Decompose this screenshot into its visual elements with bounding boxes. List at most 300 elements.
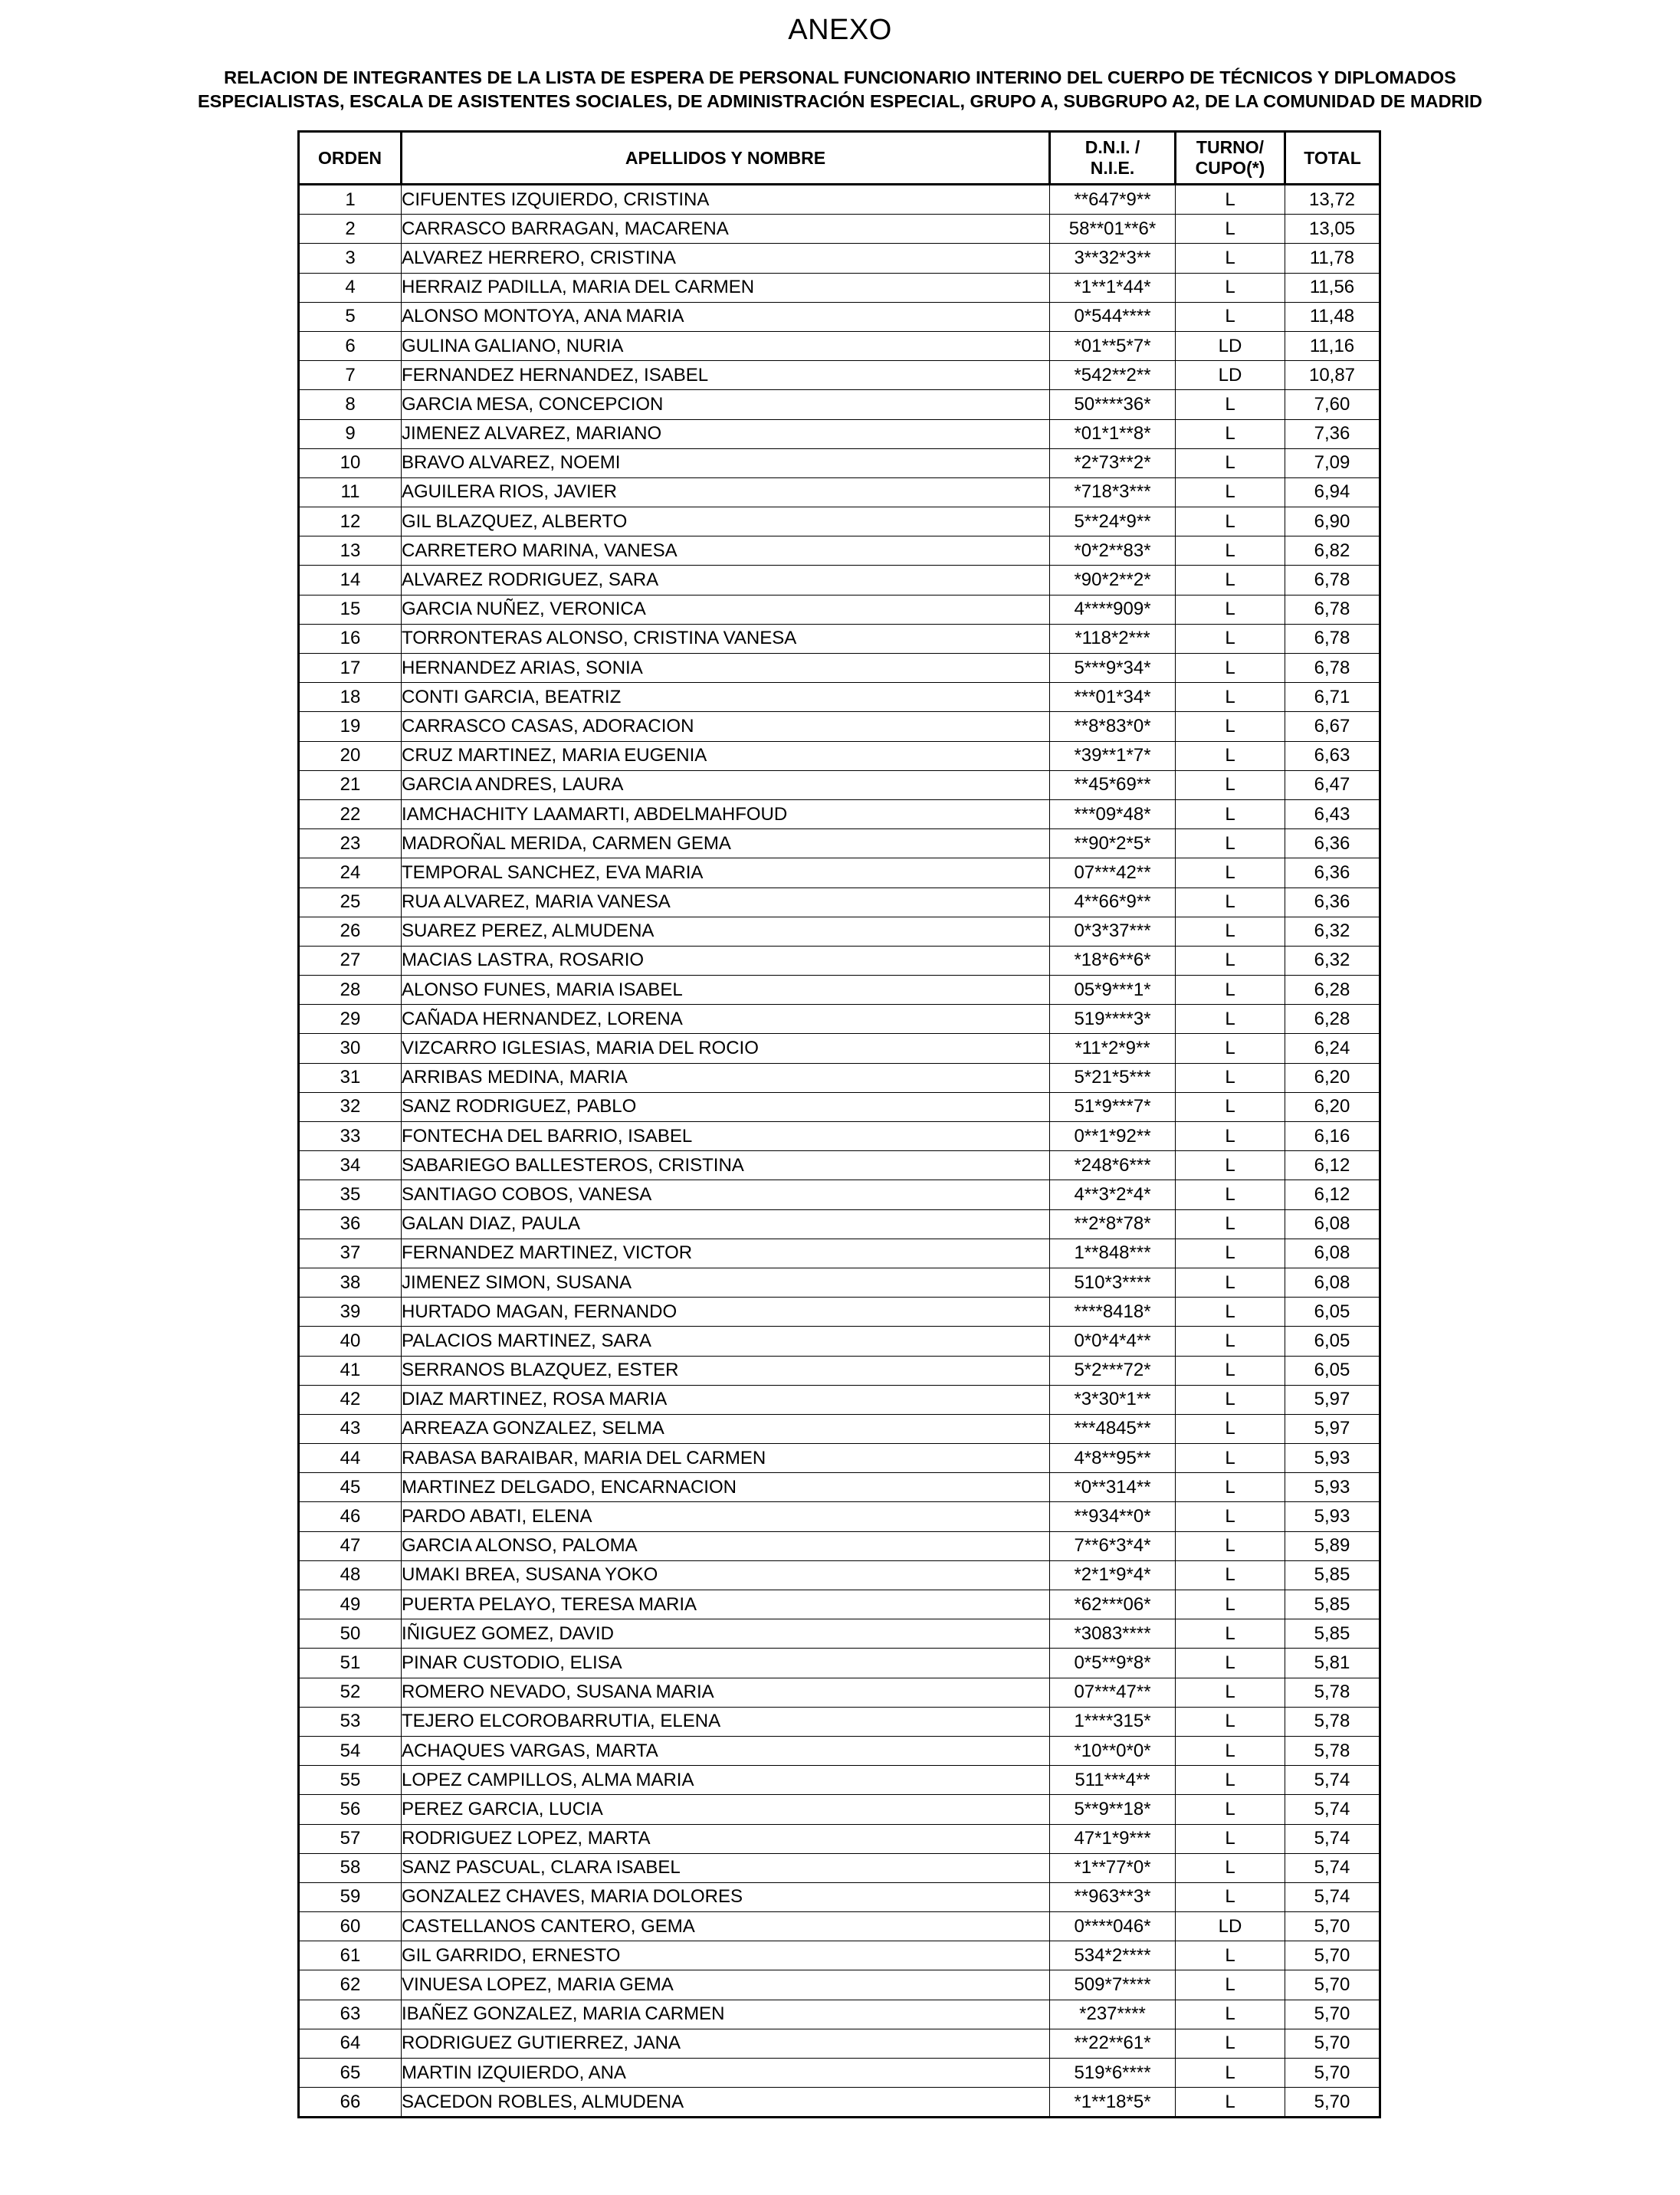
cell-turno: L — [1176, 1590, 1285, 1619]
cell-total: 6,05 — [1285, 1327, 1380, 1356]
cell-turno: L — [1176, 1444, 1285, 1473]
table-row — [299, 1970, 1380, 2000]
cell-turno: L — [1176, 654, 1285, 683]
cell-dni: 7**6*3*4* — [1050, 1531, 1176, 1560]
cell-dni: ***09*48* — [1050, 799, 1176, 828]
cell-orden: 47 — [299, 1531, 402, 1560]
cell-orden: 40 — [299, 1327, 402, 1356]
cell-name: GARCIA NUÑEZ, VERONICA — [402, 595, 1050, 624]
cell-orden: 30 — [299, 1034, 402, 1063]
cell-dni: 0*0*4*4** — [1050, 1327, 1176, 1356]
table-row — [299, 1824, 1380, 1853]
cell-name: MARTINEZ DELGADO, ENCARNACION — [402, 1473, 1050, 1502]
cell-total: 5,70 — [1285, 2029, 1380, 2058]
table-row — [299, 507, 1380, 536]
cell-dni: 519****3* — [1050, 1005, 1176, 1034]
cell-dni: *118*2*** — [1050, 624, 1176, 653]
table-row — [299, 741, 1380, 770]
cell-total: 6,43 — [1285, 799, 1380, 828]
cell-turno: L — [1176, 712, 1285, 741]
cell-total: 6,78 — [1285, 624, 1380, 653]
cell-dni: *1**18*5* — [1050, 2088, 1176, 2118]
cell-dni: 0*544**** — [1050, 302, 1176, 331]
column-header-turno-line2: CUPO(*) — [1195, 158, 1265, 178]
cell-name: TORRONTERAS ALONSO, CRISTINA VANESA — [402, 624, 1050, 653]
cell-orden: 31 — [299, 1063, 402, 1092]
cell-name: HERRAIZ PADILLA, MARIA DEL CARMEN — [402, 273, 1050, 302]
cell-turno: L — [1176, 1531, 1285, 1560]
cell-turno: L — [1176, 858, 1285, 888]
cell-turno: L — [1176, 185, 1285, 215]
table-row — [299, 1092, 1380, 1121]
cell-turno: L — [1176, 1005, 1285, 1034]
cell-orden: 16 — [299, 624, 402, 653]
cell-total: 6,67 — [1285, 712, 1380, 741]
cell-turno: L — [1176, 741, 1285, 770]
cell-orden: 56 — [299, 1795, 402, 1824]
cell-total: 5,70 — [1285, 1970, 1380, 2000]
cell-dni: **647*9** — [1050, 185, 1176, 215]
table-row — [299, 683, 1380, 712]
cell-total: 13,72 — [1285, 185, 1380, 215]
cell-dni: *0**314** — [1050, 1473, 1176, 1502]
cell-dni: *01*1**8* — [1050, 419, 1176, 448]
cell-turno: L — [1176, 302, 1285, 331]
table-row — [299, 1882, 1380, 1911]
cell-turno: L — [1176, 1298, 1285, 1327]
cell-orden: 23 — [299, 829, 402, 858]
cell-name: CASTELLANOS CANTERO, GEMA — [402, 1912, 1050, 1941]
cell-total: 6,20 — [1285, 1063, 1380, 1092]
cell-orden: 38 — [299, 1268, 402, 1297]
cell-orden: 15 — [299, 595, 402, 624]
cell-orden: 63 — [299, 2000, 402, 2029]
cell-name: ALVAREZ RODRIGUEZ, SARA — [402, 566, 1050, 595]
cell-name: ALVAREZ HERRERO, CRISTINA — [402, 244, 1050, 273]
cell-name: SERRANOS BLAZQUEZ, ESTER — [402, 1356, 1050, 1385]
cell-dni: 47*1*9*** — [1050, 1824, 1176, 1853]
cell-name: HERNANDEZ ARIAS, SONIA — [402, 654, 1050, 683]
cell-name: HURTADO MAGAN, FERNANDO — [402, 1298, 1050, 1327]
cell-turno: L — [1176, 1560, 1285, 1590]
cell-name: ROMERO NEVADO, SUSANA MARIA — [402, 1678, 1050, 1707]
cell-total: 6,36 — [1285, 829, 1380, 858]
cell-turno: L — [1176, 419, 1285, 448]
cell-orden: 59 — [299, 1882, 402, 1911]
cell-total: 5,93 — [1285, 1473, 1380, 1502]
cell-orden: 60 — [299, 1912, 402, 1941]
cell-orden: 1 — [299, 185, 402, 215]
cell-name: JIMENEZ SIMON, SUSANA — [402, 1268, 1050, 1297]
cell-name: PARDO ABATI, ELENA — [402, 1502, 1050, 1531]
cell-dni: 58**01**6* — [1050, 215, 1176, 244]
page-title: ANEXO — [788, 14, 892, 46]
cell-dni: *2*73**2* — [1050, 448, 1176, 477]
column-header-dni-line1: D.N.I. / — [1084, 137, 1140, 157]
cell-total: 5,93 — [1285, 1502, 1380, 1531]
cell-name: SANZ RODRIGUEZ, PABLO — [402, 1092, 1050, 1121]
cell-orden: 8 — [299, 390, 402, 419]
cell-turno: L — [1176, 976, 1285, 1005]
cell-turno: L — [1176, 1209, 1285, 1239]
cell-name: SANTIAGO COBOS, VANESA — [402, 1180, 1050, 1209]
cell-dni: **90*2*5* — [1050, 829, 1176, 858]
cell-dni: *3083**** — [1050, 1619, 1176, 1649]
table-row — [299, 1678, 1380, 1707]
cell-orden: 44 — [299, 1444, 402, 1473]
cell-total: 6,05 — [1285, 1356, 1380, 1385]
cell-dni: 1**848*** — [1050, 1239, 1176, 1268]
cell-orden: 35 — [299, 1180, 402, 1209]
cell-turno: L — [1176, 1473, 1285, 1502]
cell-name: MADROÑAL MERIDA, CARMEN GEMA — [402, 829, 1050, 858]
cell-orden: 66 — [299, 2088, 402, 2118]
cell-turno: L — [1176, 1239, 1285, 1268]
cell-name: IÑIGUEZ GOMEZ, DAVID — [402, 1619, 1050, 1649]
cell-dni: 510*3**** — [1050, 1268, 1176, 1297]
cell-name: GARCIA ANDRES, LAURA — [402, 770, 1050, 799]
cell-turno: L — [1176, 1151, 1285, 1180]
cell-name: MACIAS LASTRA, ROSARIO — [402, 946, 1050, 975]
cell-dni: *1**77*0* — [1050, 1853, 1176, 1882]
cell-turno: L — [1176, 799, 1285, 828]
cell-total: 5,78 — [1285, 1707, 1380, 1736]
table-row — [299, 1063, 1380, 1092]
table-row — [299, 829, 1380, 858]
cell-turno: LD — [1176, 331, 1285, 360]
cell-name: GONZALEZ CHAVES, MARIA DOLORES — [402, 1882, 1050, 1911]
cell-turno: LD — [1176, 1912, 1285, 1941]
cell-dni: **934**0* — [1050, 1502, 1176, 1531]
cell-name: SANZ PASCUAL, CLARA ISABEL — [402, 1853, 1050, 1882]
cell-name: CAÑADA HERNANDEZ, LORENA — [402, 1005, 1050, 1034]
cell-dni: **45*69** — [1050, 770, 1176, 799]
cell-orden: 20 — [299, 741, 402, 770]
cell-dni: ***01*34* — [1050, 683, 1176, 712]
cell-turno: L — [1176, 1356, 1285, 1385]
cell-total: 6,82 — [1285, 536, 1380, 566]
cell-orden: 12 — [299, 507, 402, 536]
cell-orden: 41 — [299, 1356, 402, 1385]
cell-dni: *1**1*44* — [1050, 273, 1176, 302]
table-row — [299, 654, 1380, 683]
cell-dni: **8*83*0* — [1050, 712, 1176, 741]
cell-total: 5,81 — [1285, 1649, 1380, 1678]
table-row — [299, 946, 1380, 975]
cell-turno: L — [1176, 1268, 1285, 1297]
cell-turno: L — [1176, 1736, 1285, 1765]
cell-total: 6,28 — [1285, 976, 1380, 1005]
cell-name: CIFUENTES IZQUIERDO, CRISTINA — [402, 185, 1050, 215]
cell-turno: L — [1176, 390, 1285, 419]
table-row — [299, 1941, 1380, 1970]
cell-orden: 61 — [299, 1941, 402, 1970]
cell-dni: 4*8**95** — [1050, 1444, 1176, 1473]
cell-total: 5,74 — [1285, 1853, 1380, 1882]
cell-orden: 13 — [299, 536, 402, 566]
cell-total: 6,12 — [1285, 1151, 1380, 1180]
cell-turno: L — [1176, 1649, 1285, 1678]
cell-total: 11,48 — [1285, 302, 1380, 331]
table-row — [299, 1736, 1380, 1765]
table-row — [299, 1209, 1380, 1239]
cell-dni: *01**5*7* — [1050, 331, 1176, 360]
cell-total: 6,05 — [1285, 1298, 1380, 1327]
cell-dni: *62***06* — [1050, 1590, 1176, 1619]
cell-dni: *542**2** — [1050, 361, 1176, 390]
cell-dni: *237**** — [1050, 2000, 1176, 2029]
table-row — [299, 595, 1380, 624]
cell-name: IAMCHACHITY LAAMARTI, ABDELMAHFOUD — [402, 799, 1050, 828]
subtitle-line-2: ESPECIALISTAS, ESCALA DE ASISTENTES SOCIALES, DE ADMINISTRACIÓN ESPECIAL, GRUPO A, SUBGRUPO A2, DE LA COMUNIDAD DE MADRID — [197, 91, 1483, 111]
cell-dni: *718*3*** — [1050, 477, 1176, 507]
cell-name: GARCIA MESA, CONCEPCION — [402, 390, 1050, 419]
cell-orden: 19 — [299, 712, 402, 741]
cell-total: 7,36 — [1285, 419, 1380, 448]
cell-name: TEMPORAL SANCHEZ, EVA MARIA — [402, 858, 1050, 888]
cell-orden: 43 — [299, 1414, 402, 1443]
cell-name: ACHAQUES VARGAS, MARTA — [402, 1736, 1050, 1765]
cell-dni: *3*30*1** — [1050, 1385, 1176, 1414]
cell-total: 6,94 — [1285, 477, 1380, 507]
table-row — [299, 2029, 1380, 2058]
cell-turno: L — [1176, 829, 1285, 858]
table-row — [299, 448, 1380, 477]
cell-turno: L — [1176, 1795, 1285, 1824]
cell-dni: 50****36* — [1050, 390, 1176, 419]
cell-name: JIMENEZ ALVAREZ, MARIANO — [402, 419, 1050, 448]
cell-total: 6,36 — [1285, 858, 1380, 888]
cell-dni: 0**1*92** — [1050, 1122, 1176, 1151]
table-row — [299, 2000, 1380, 2029]
cell-orden: 28 — [299, 976, 402, 1005]
table-row — [299, 1151, 1380, 1180]
table-row — [299, 331, 1380, 360]
cell-turno: L — [1176, 1327, 1285, 1356]
cell-turno: L — [1176, 2000, 1285, 2029]
cell-dni: 5***9*34* — [1050, 654, 1176, 683]
cell-turno: L — [1176, 2059, 1285, 2088]
cell-name: PEREZ GARCIA, LUCIA — [402, 1795, 1050, 1824]
table-row — [299, 624, 1380, 653]
cell-total: 5,70 — [1285, 2088, 1380, 2118]
cell-turno: L — [1176, 2029, 1285, 2058]
cell-name: FERNANDEZ MARTINEZ, VICTOR — [402, 1239, 1050, 1268]
cell-total: 5,74 — [1285, 1882, 1380, 1911]
cell-name: GARCIA ALONSO, PALOMA — [402, 1531, 1050, 1560]
table-row — [299, 1590, 1380, 1619]
cell-total: 5,74 — [1285, 1824, 1380, 1853]
cell-dni: 1****315* — [1050, 1707, 1176, 1736]
column-header-dni-line2: N.I.E. — [1090, 158, 1135, 178]
cell-dni: 05*9***1* — [1050, 976, 1176, 1005]
cell-turno: L — [1176, 683, 1285, 712]
cell-dni: 4****909* — [1050, 595, 1176, 624]
table-row — [299, 770, 1380, 799]
cell-total: 5,74 — [1285, 1766, 1380, 1795]
table-row — [299, 1385, 1380, 1414]
table-row — [299, 273, 1380, 302]
cell-total: 5,85 — [1285, 1590, 1380, 1619]
cell-orden: 53 — [299, 1707, 402, 1736]
table-row — [299, 1649, 1380, 1678]
cell-name: DIAZ MARTINEZ, ROSA MARIA — [402, 1385, 1050, 1414]
table-row — [299, 302, 1380, 331]
cell-orden: 33 — [299, 1122, 402, 1151]
cell-dni: **22**61* — [1050, 2029, 1176, 2058]
cell-total: 6,63 — [1285, 741, 1380, 770]
table-row — [299, 1327, 1380, 1356]
cell-orden: 50 — [299, 1619, 402, 1649]
cell-orden: 34 — [299, 1151, 402, 1180]
cell-turno: L — [1176, 1180, 1285, 1209]
cell-name: MARTIN IZQUIERDO, ANA — [402, 2059, 1050, 2088]
table-row — [299, 2059, 1380, 2088]
cell-name: UMAKI BREA, SUSANA YOKO — [402, 1560, 1050, 1590]
cell-total: 6,08 — [1285, 1268, 1380, 1297]
table-row — [299, 1912, 1380, 1941]
cell-turno: L — [1176, 770, 1285, 799]
cell-dni: 0*5**9*8* — [1050, 1649, 1176, 1678]
cell-turno: L — [1176, 1414, 1285, 1443]
cell-dni: 511***4** — [1050, 1766, 1176, 1795]
table-row — [299, 888, 1380, 917]
cell-orden: 45 — [299, 1473, 402, 1502]
cell-name: SABARIEGO BALLESTEROS, CRISTINA — [402, 1151, 1050, 1180]
cell-total: 5,97 — [1285, 1385, 1380, 1414]
table-row — [299, 1414, 1380, 1443]
cell-turno: LD — [1176, 361, 1285, 390]
cell-name: GULINA GALIANO, NURIA — [402, 331, 1050, 360]
cell-total: 10,87 — [1285, 361, 1380, 390]
cell-total: 6,12 — [1285, 1180, 1380, 1209]
cell-name: ALONSO MONTOYA, ANA MARIA — [402, 302, 1050, 331]
cell-orden: 9 — [299, 419, 402, 448]
cell-name: PALACIOS MARTINEZ, SARA — [402, 1327, 1050, 1356]
cell-name: CONTI GARCIA, BEATRIZ — [402, 683, 1050, 712]
cell-turno: L — [1176, 888, 1285, 917]
cell-turno: L — [1176, 946, 1285, 975]
cell-orden: 22 — [299, 799, 402, 828]
cell-total: 13,05 — [1285, 215, 1380, 244]
table-row — [299, 858, 1380, 888]
table-row — [299, 1034, 1380, 1063]
table-row — [299, 1005, 1380, 1034]
cell-turno: L — [1176, 1707, 1285, 1736]
table-row — [299, 244, 1380, 273]
cell-total: 5,70 — [1285, 1941, 1380, 1970]
cell-turno: L — [1176, 1502, 1285, 1531]
table-row — [299, 566, 1380, 595]
cell-orden: 51 — [299, 1649, 402, 1678]
cell-total: 5,70 — [1285, 1912, 1380, 1941]
cell-total: 6,16 — [1285, 1122, 1380, 1151]
cell-orden: 32 — [299, 1092, 402, 1121]
cell-orden: 7 — [299, 361, 402, 390]
cell-orden: 46 — [299, 1502, 402, 1531]
cell-orden: 4 — [299, 273, 402, 302]
cell-orden: 17 — [299, 654, 402, 683]
cell-turno: L — [1176, 1853, 1285, 1882]
table-row — [299, 1795, 1380, 1824]
cell-name: CARRASCO BARRAGAN, MACARENA — [402, 215, 1050, 244]
cell-turno: L — [1176, 244, 1285, 273]
cell-dni: *39**1*7* — [1050, 741, 1176, 770]
cell-dni: 509*7**** — [1050, 1970, 1176, 2000]
cell-orden: 24 — [299, 858, 402, 888]
cell-total: 5,70 — [1285, 2059, 1380, 2088]
table-row — [299, 536, 1380, 566]
cell-orden: 62 — [299, 1970, 402, 2000]
cell-orden: 10 — [299, 448, 402, 477]
table-row — [299, 361, 1380, 390]
cell-total: 6,32 — [1285, 917, 1380, 946]
cell-orden: 48 — [299, 1560, 402, 1590]
cell-turno: L — [1176, 477, 1285, 507]
cell-total: 6,32 — [1285, 946, 1380, 975]
cell-dni: 5*2***72* — [1050, 1356, 1176, 1385]
cell-name: FONTECHA DEL BARRIO, ISABEL — [402, 1122, 1050, 1151]
cell-name: PINAR CUSTODIO, ELISA — [402, 1649, 1050, 1678]
cell-dni: 5*21*5*** — [1050, 1063, 1176, 1092]
cell-turno: L — [1176, 1122, 1285, 1151]
cell-total: 5,70 — [1285, 2000, 1380, 2029]
cell-name: IBAÑEZ GONZALEZ, MARIA CARMEN — [402, 2000, 1050, 2029]
cell-orden: 65 — [299, 2059, 402, 2088]
cell-dni: **2*8*78* — [1050, 1209, 1176, 1239]
cell-orden: 42 — [299, 1385, 402, 1414]
table-row — [299, 976, 1380, 1005]
cell-orden: 64 — [299, 2029, 402, 2058]
cell-name: RODRIGUEZ GUTIERREZ, JANA — [402, 2029, 1050, 2058]
cell-orden: 21 — [299, 770, 402, 799]
column-header-nombre: APELLIDOS Y NOMBRE — [402, 132, 1050, 185]
cell-name: RABASA BARAIBAR, MARIA DEL CARMEN — [402, 1444, 1050, 1473]
table-row — [299, 1268, 1380, 1297]
table-row — [299, 185, 1380, 215]
table-row — [299, 917, 1380, 946]
column-header-turno — [1176, 132, 1285, 185]
table-row — [299, 1473, 1380, 1502]
cell-turno: L — [1176, 566, 1285, 595]
cell-dni: ****8418* — [1050, 1298, 1176, 1327]
cell-turno: L — [1176, 507, 1285, 536]
table-row — [299, 477, 1380, 507]
cell-orden: 2 — [299, 215, 402, 244]
cell-dni: 5**9**18* — [1050, 1795, 1176, 1824]
cell-turno: L — [1176, 1385, 1285, 1414]
cell-orden: 49 — [299, 1590, 402, 1619]
cell-turno: L — [1176, 1063, 1285, 1092]
cell-orden: 58 — [299, 1853, 402, 1882]
cell-dni: 519*6**** — [1050, 2059, 1176, 2088]
cell-orden: 14 — [299, 566, 402, 595]
cell-orden: 27 — [299, 946, 402, 975]
cell-dni: 4**3*2*4* — [1050, 1180, 1176, 1209]
cell-total: 5,89 — [1285, 1531, 1380, 1560]
cell-total: 11,78 — [1285, 244, 1380, 273]
cell-turno: L — [1176, 1092, 1285, 1121]
table-row — [299, 390, 1380, 419]
cell-total: 5,78 — [1285, 1736, 1380, 1765]
cell-name: ARREAZA GONZALEZ, SELMA — [402, 1414, 1050, 1443]
cell-orden: 36 — [299, 1209, 402, 1239]
column-header-orden: ORDEN — [299, 132, 402, 185]
table-row — [299, 1853, 1380, 1882]
cell-orden: 26 — [299, 917, 402, 946]
cell-orden: 18 — [299, 683, 402, 712]
column-header-turno-line1: TURNO/ — [1196, 137, 1265, 157]
